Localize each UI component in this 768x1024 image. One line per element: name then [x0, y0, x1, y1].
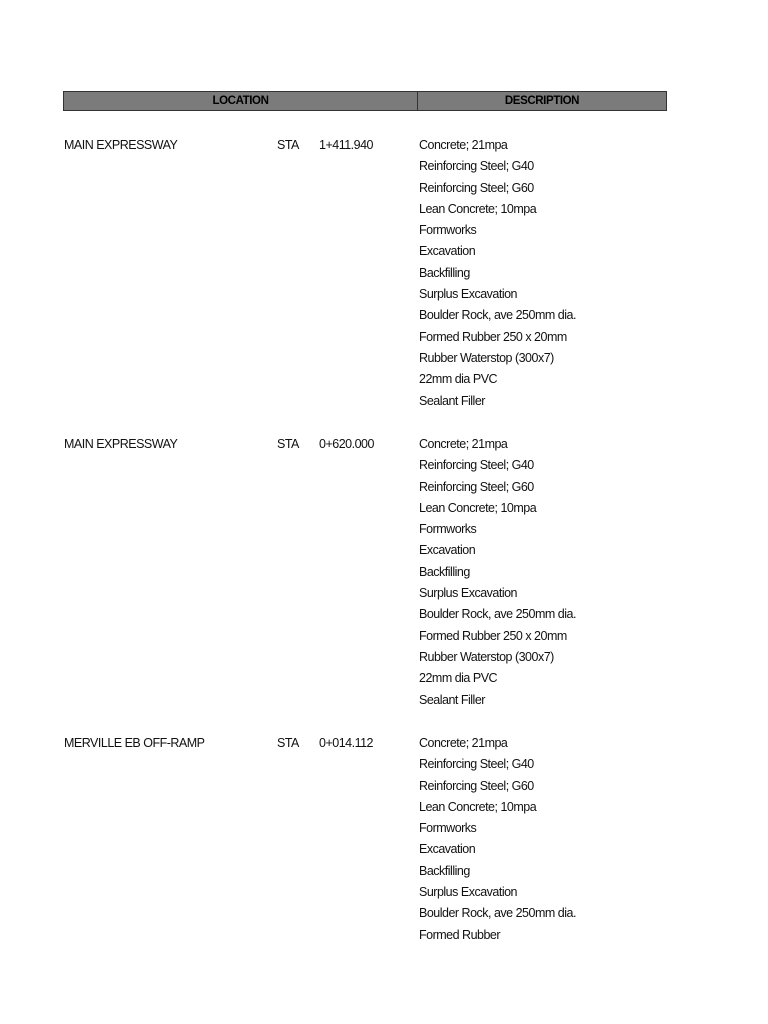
description-item: Lean Concrete; 10mpa	[419, 799, 537, 814]
description-item: Boulder Rock, ave 250mm dia.	[419, 607, 576, 622]
header-location: LOCATION	[64, 92, 418, 110]
description-item: Concrete; 21mpa	[419, 437, 508, 451]
station-value: 1+411.940	[319, 138, 374, 152]
description-list	[419, 733, 576, 946]
description-item: Formed Rubber 250 x 20mm	[419, 329, 567, 344]
description-item: Surplus Excavation	[419, 287, 518, 302]
description-list	[419, 135, 576, 412]
table-header	[63, 91, 667, 111]
description-item: Boulder Rock, ave 250mm dia.	[419, 308, 576, 323]
description-item: Reinforcing Steel; G40	[419, 458, 534, 473]
description-item: Backfilling	[419, 564, 470, 579]
description-item: Concrete; 21mpa	[419, 138, 508, 152]
description-item: Lean Concrete; 10mpa	[419, 500, 537, 515]
description-item: Lean Concrete; 10mpa	[419, 201, 537, 216]
station-value: 0+620.000	[319, 437, 374, 451]
description-item: Sealant Filler	[419, 692, 485, 707]
description-item: 22mm dia PVC	[419, 671, 498, 686]
description-item: Excavation	[419, 244, 476, 259]
description-item: Formworks	[419, 821, 477, 836]
description-list	[419, 434, 576, 711]
description-item: Surplus Excavation	[419, 885, 518, 900]
description-item: Reinforcing Steel; G40	[419, 757, 534, 772]
description-item: Concrete; 21mpa	[419, 736, 508, 750]
description-item: Reinforcing Steel; G60	[419, 180, 534, 195]
location-name: MERVILLE EB OFF-RAMP	[64, 736, 205, 750]
description-item: Rubber Waterstop (300x7)	[419, 350, 554, 365]
description-item: Reinforcing Steel; G60	[419, 778, 534, 793]
sta-label: STA	[277, 437, 299, 451]
location-name: MAIN EXPRESSWAY	[64, 437, 178, 451]
description-item: Excavation	[419, 543, 476, 558]
station-value: 0+014.112	[319, 736, 374, 750]
description-item: Excavation	[419, 842, 476, 857]
description-item: Backfilling	[419, 863, 470, 878]
description-item: Reinforcing Steel; G40	[419, 159, 534, 174]
description-item: Backfilling	[419, 265, 470, 280]
description-item: Rubber Waterstop (300x7)	[419, 649, 554, 664]
description-item: Surplus Excavation	[419, 586, 518, 601]
sta-label: STA	[277, 736, 299, 750]
description-item: Sealant Filler	[419, 393, 485, 408]
description-item: Formed Rubber	[419, 927, 501, 942]
header-description: DESCRIPTION	[504, 95, 580, 107]
description-item: Formworks	[419, 522, 477, 537]
description-item: Reinforcing Steel; G60	[419, 479, 534, 494]
description-item: Formed Rubber 250 x 20mm	[419, 628, 567, 643]
sta-label: STA	[277, 138, 299, 152]
description-item: Boulder Rock, ave 250mm dia.	[419, 906, 576, 921]
location-name: MAIN EXPRESSWAY	[64, 138, 178, 152]
description-item: Formworks	[419, 223, 477, 238]
description-item: 22mm dia PVC	[419, 372, 498, 387]
